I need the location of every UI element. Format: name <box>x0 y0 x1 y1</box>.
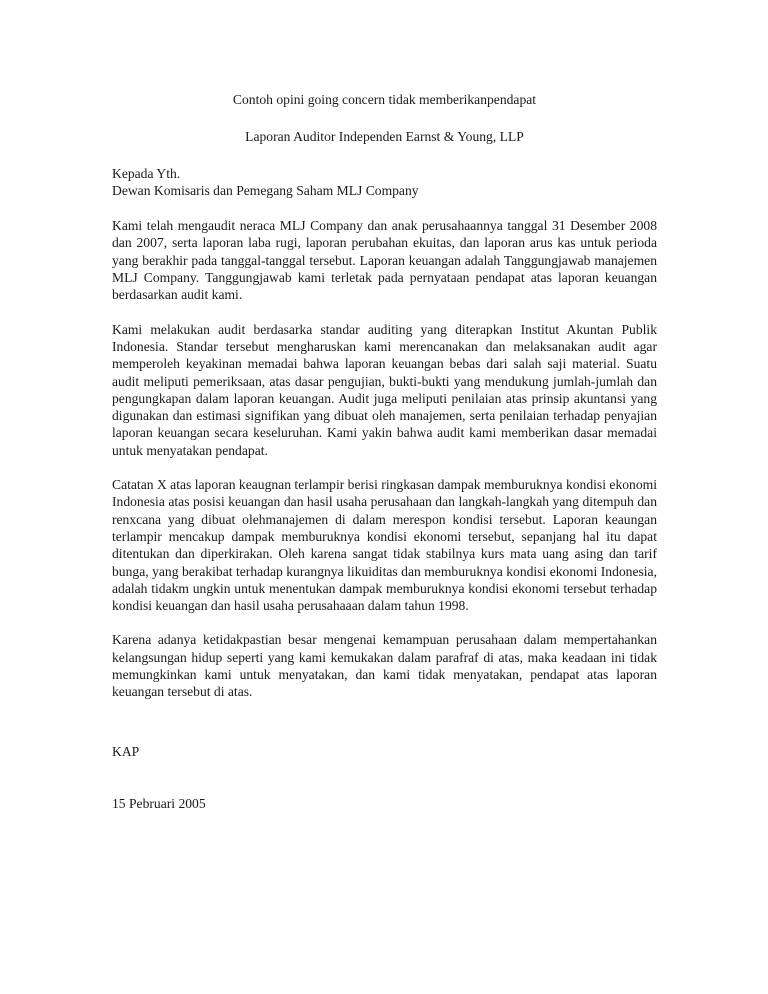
signer: KAP <box>112 743 140 759</box>
paragraph-scope: Kami telah mengaudit neraca MLJ Company dan anak perusahaannya tanggal 31 Desember 2008 dan 2007, serta laporan laba rugi, laporan perubahan ekuitas, dan laporan arus kas untuk perioda yang berakhir pada tanggal-tanggal tersebut. Laporan keuangan adalah Tanggungjawab manajemen MLJ Company. Tanggungjawab kami terletak pada pernyataan pendapat atas laporan keuangan berdasarkan audit kami. <box>112 218 657 303</box>
paragraph-disclaimer: Karena adanya ketidakpastian besar mengenai kemampuan perusahaan dalam mempertahankan kelangsungan hidup seperti yang kami kemukakan dalam parafraf di atas, maka keadaan ini tidak memungkinkan kami untuk menyatakan, dan kami tidak menyatakan, pendapat atas laporan keuangan tersebut di atas. <box>112 632 657 700</box>
letter-body <box>112 91 657 812</box>
report-heading: Laporan Auditor Independen Earnst & Young, LLP <box>245 129 524 145</box>
salutation: Kepada Yth. <box>112 165 181 181</box>
recipient: Dewan Komisaris dan Pemegang Saham MLJ Company <box>112 182 419 198</box>
document-title: Contoh opini going concern tidak memberikanpendapat <box>232 92 537 107</box>
addressee-block <box>112 165 657 200</box>
report-date: 15 Pebruari 2005 <box>112 795 206 811</box>
paragraph-audit-standards: Kami melakukan audit berdasarka standar auditing yang diterapkan Institut Akuntan Publik Indonesia. Standar tersebut mengharuskan kami merencanakan dan melaksanakan audit agar memperoleh keyakinan memadai bahwa laporan keuangan bebas dari salah saji material. Suatu audit meliputi pemeriksaan, atas dasar pengujian, bukti-bukti yang mendukung jumlah-jumlah dan pengungkapan dalam laporan keuangan. Audit juga meliputi penilaian atas prinsip akuntansi yang digunakan dan estimasi signifikan yang dibuat oleh manajemen, serta penilaian terhadap penyajian laporan keuangan secara keseluruhan. Kami yakin bahwa audit kami memberikan dasar memadai untuk menyatakan pendapat. <box>112 321 657 458</box>
paragraph-note-x: Catatan X atas laporan keaugnan terlampir berisi ringkasan dampak memburuknya kondisi ekonomi Indonesia atas posisi keuangan dan hasil usaha perusahaan dan langkah-langkah yang ditempuh dan renxcana yang dibuat olehmanajemen di dalam merespon kondisi tersebut. Laporan keaungan terlampir mencakup dampak memburuknya kondisi ekonomi tersebut, sepanjang hal itu dapat ditentukan dan diperkirakan. Oleh karena sangat tidak stabilnya kurs mata uang asing dan tarif bunga, yang berakibat terhadap kurangnya likuiditas dan memburuknya kondisi ekonomi Indonesia, adalah tidakm ungkin untuk menentukan dampak memburuknya kondisi ekonomi tersebut terhadap kondisi keuangan dan hasil usaha perusahaaan dalam tahun 1998. <box>112 477 657 614</box>
